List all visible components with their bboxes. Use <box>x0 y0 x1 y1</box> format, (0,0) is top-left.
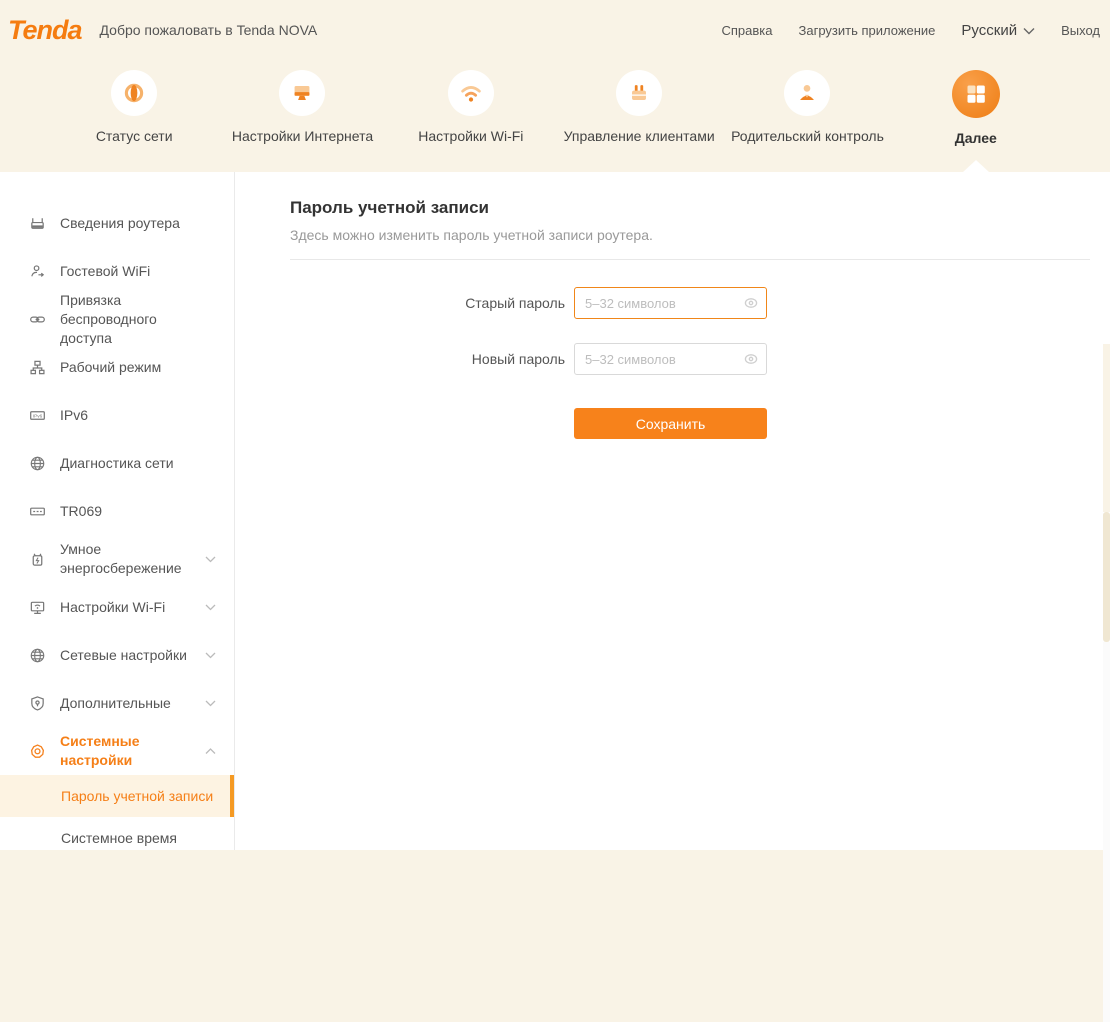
sidebar-subitem-system-time[interactable] <box>0 817 234 850</box>
sidebar <box>0 172 235 850</box>
parental-icon <box>784 70 830 116</box>
tr069-icon <box>28 503 46 520</box>
new-password-row <box>290 343 1110 375</box>
sidebar-item-ipv6[interactable] <box>0 391 234 439</box>
new-password-field-wrap <box>574 343 767 375</box>
active-nav-caret <box>963 160 989 172</box>
sidebar-item-label: Настройки Wi-Fi <box>60 598 190 617</box>
help-link[interactable]: Справка <box>722 23 773 38</box>
sidebar-item-network-settings[interactable] <box>0 631 234 679</box>
sidebar-item-system-settings[interactable] <box>0 727 234 775</box>
welcome-text: Добро пожаловать в Tenda NOVA <box>100 22 318 38</box>
scrollbar-track-top <box>1103 344 1110 512</box>
nav-more[interactable] <box>892 60 1060 172</box>
chevron-down-icon <box>1023 22 1035 39</box>
sidebar-item-smart-power-saving[interactable] <box>0 535 234 583</box>
sidebar-item-label: Системные настройки <box>60 732 190 770</box>
nav-label: Далее <box>955 130 997 146</box>
sidebar-item-tr069[interactable] <box>0 487 234 535</box>
main-panel <box>0 172 1110 850</box>
submenu-label: Пароль учетной записи <box>61 788 213 804</box>
new-password-label: Новый пароль <box>290 351 565 367</box>
sidebar-item-wireless-binding[interactable] <box>0 295 234 343</box>
section-divider <box>290 259 1090 260</box>
guest-user-icon <box>28 263 46 280</box>
sidebar-item-wifi-settings[interactable] <box>0 583 234 631</box>
topbar-links <box>696 22 1110 39</box>
sidebar-item-router-info[interactable] <box>0 199 234 247</box>
monitor-icon <box>279 70 325 116</box>
globe-icon <box>111 70 157 116</box>
page-subtitle: Здесь можно изменить пароль учетной записи роутера. <box>290 227 1110 243</box>
sidebar-item-advanced[interactable] <box>0 679 234 727</box>
chevron-down-icon <box>205 652 216 659</box>
lock-icon <box>28 695 46 712</box>
nav-label: Статус сети <box>96 128 173 144</box>
sidebar-item-label: Умное энергосбережение <box>60 540 190 578</box>
energy-saving-icon <box>28 551 46 568</box>
scrollbar-track-bottom <box>1103 642 1110 1022</box>
nav-network-status[interactable] <box>50 60 218 172</box>
topbar <box>0 0 1110 60</box>
globe-grid-icon <box>28 647 46 664</box>
ipv6-icon <box>28 407 46 424</box>
download-app-link[interactable]: Загрузить приложение <box>799 23 936 38</box>
main-nav <box>0 60 1110 172</box>
sidebar-item-network-diagnostics[interactable] <box>0 439 234 487</box>
page-title: Пароль учетной записи <box>290 198 1110 218</box>
sidebar-item-label: Гостевой WiFi <box>60 262 190 281</box>
link-icon <box>28 311 46 328</box>
sidebar-item-work-mode[interactable] <box>0 343 234 391</box>
nav-parental-control[interactable] <box>723 60 891 172</box>
new-password-input[interactable] <box>574 343 767 375</box>
sidebar-item-label: TR069 <box>60 502 190 521</box>
sidebar-item-label: Сетевые настройки <box>60 646 190 665</box>
old-password-input[interactable] <box>574 287 767 319</box>
nav-label: Родительский контроль <box>731 128 884 144</box>
content-area <box>235 172 1110 850</box>
old-password-row <box>290 287 1110 319</box>
nav-label: Настройки Wi-Fi <box>418 128 523 144</box>
svg-text:IPv6: IPv6 <box>32 413 42 419</box>
save-button[interactable]: Сохранить <box>574 408 767 439</box>
language-selector[interactable] <box>961 22 1035 39</box>
sidebar-item-label: Сведения роутера <box>60 214 190 233</box>
globe-grid-icon <box>28 455 46 472</box>
chevron-up-icon <box>205 748 216 755</box>
old-password-field-wrap <box>574 287 767 319</box>
tenda-logo[interactable]: Tenda <box>8 15 82 46</box>
nav-wifi-settings[interactable] <box>387 60 555 172</box>
sidebar-item-label: Рабочий режим <box>60 358 190 377</box>
sidebar-item-label: Дополнительные <box>60 694 190 713</box>
chevron-down-icon <box>205 556 216 563</box>
nav-label: Настройки Интернета <box>232 128 373 144</box>
nav-client-management[interactable] <box>555 60 723 172</box>
password-form <box>290 287 1110 439</box>
sidebar-item-label: IPv6 <box>60 406 190 425</box>
sidebar-item-label: Привязка беспроводного доступа <box>60 291 190 348</box>
old-password-label: Старый пароль <box>290 295 565 311</box>
logout-link[interactable]: Выход <box>1061 23 1100 38</box>
scrollbar-thumb[interactable] <box>1103 512 1110 642</box>
sidebar-item-label: Диагностика сети <box>60 454 190 473</box>
sidebar-subitem-account-password[interactable] <box>0 775 234 817</box>
clients-icon <box>616 70 662 116</box>
eye-icon[interactable] <box>743 295 759 316</box>
eye-icon[interactable] <box>743 351 759 372</box>
grid-icon <box>952 70 1000 118</box>
gear-icon <box>28 743 46 760</box>
nav-internet-settings[interactable] <box>218 60 386 172</box>
chevron-down-icon <box>205 604 216 611</box>
chevron-down-icon <box>205 700 216 707</box>
nav-label: Управление клиентами <box>564 128 715 144</box>
wifi-display-icon <box>28 599 46 616</box>
hierarchy-icon <box>28 359 46 376</box>
sidebar-item-guest-wifi[interactable] <box>0 247 234 295</box>
submenu-label: Системное время <box>61 830 177 846</box>
scrollbar[interactable] <box>1103 344 1110 1022</box>
wifi-icon <box>448 70 494 116</box>
language-label: Русский <box>961 22 1017 39</box>
router-icon <box>28 215 46 232</box>
